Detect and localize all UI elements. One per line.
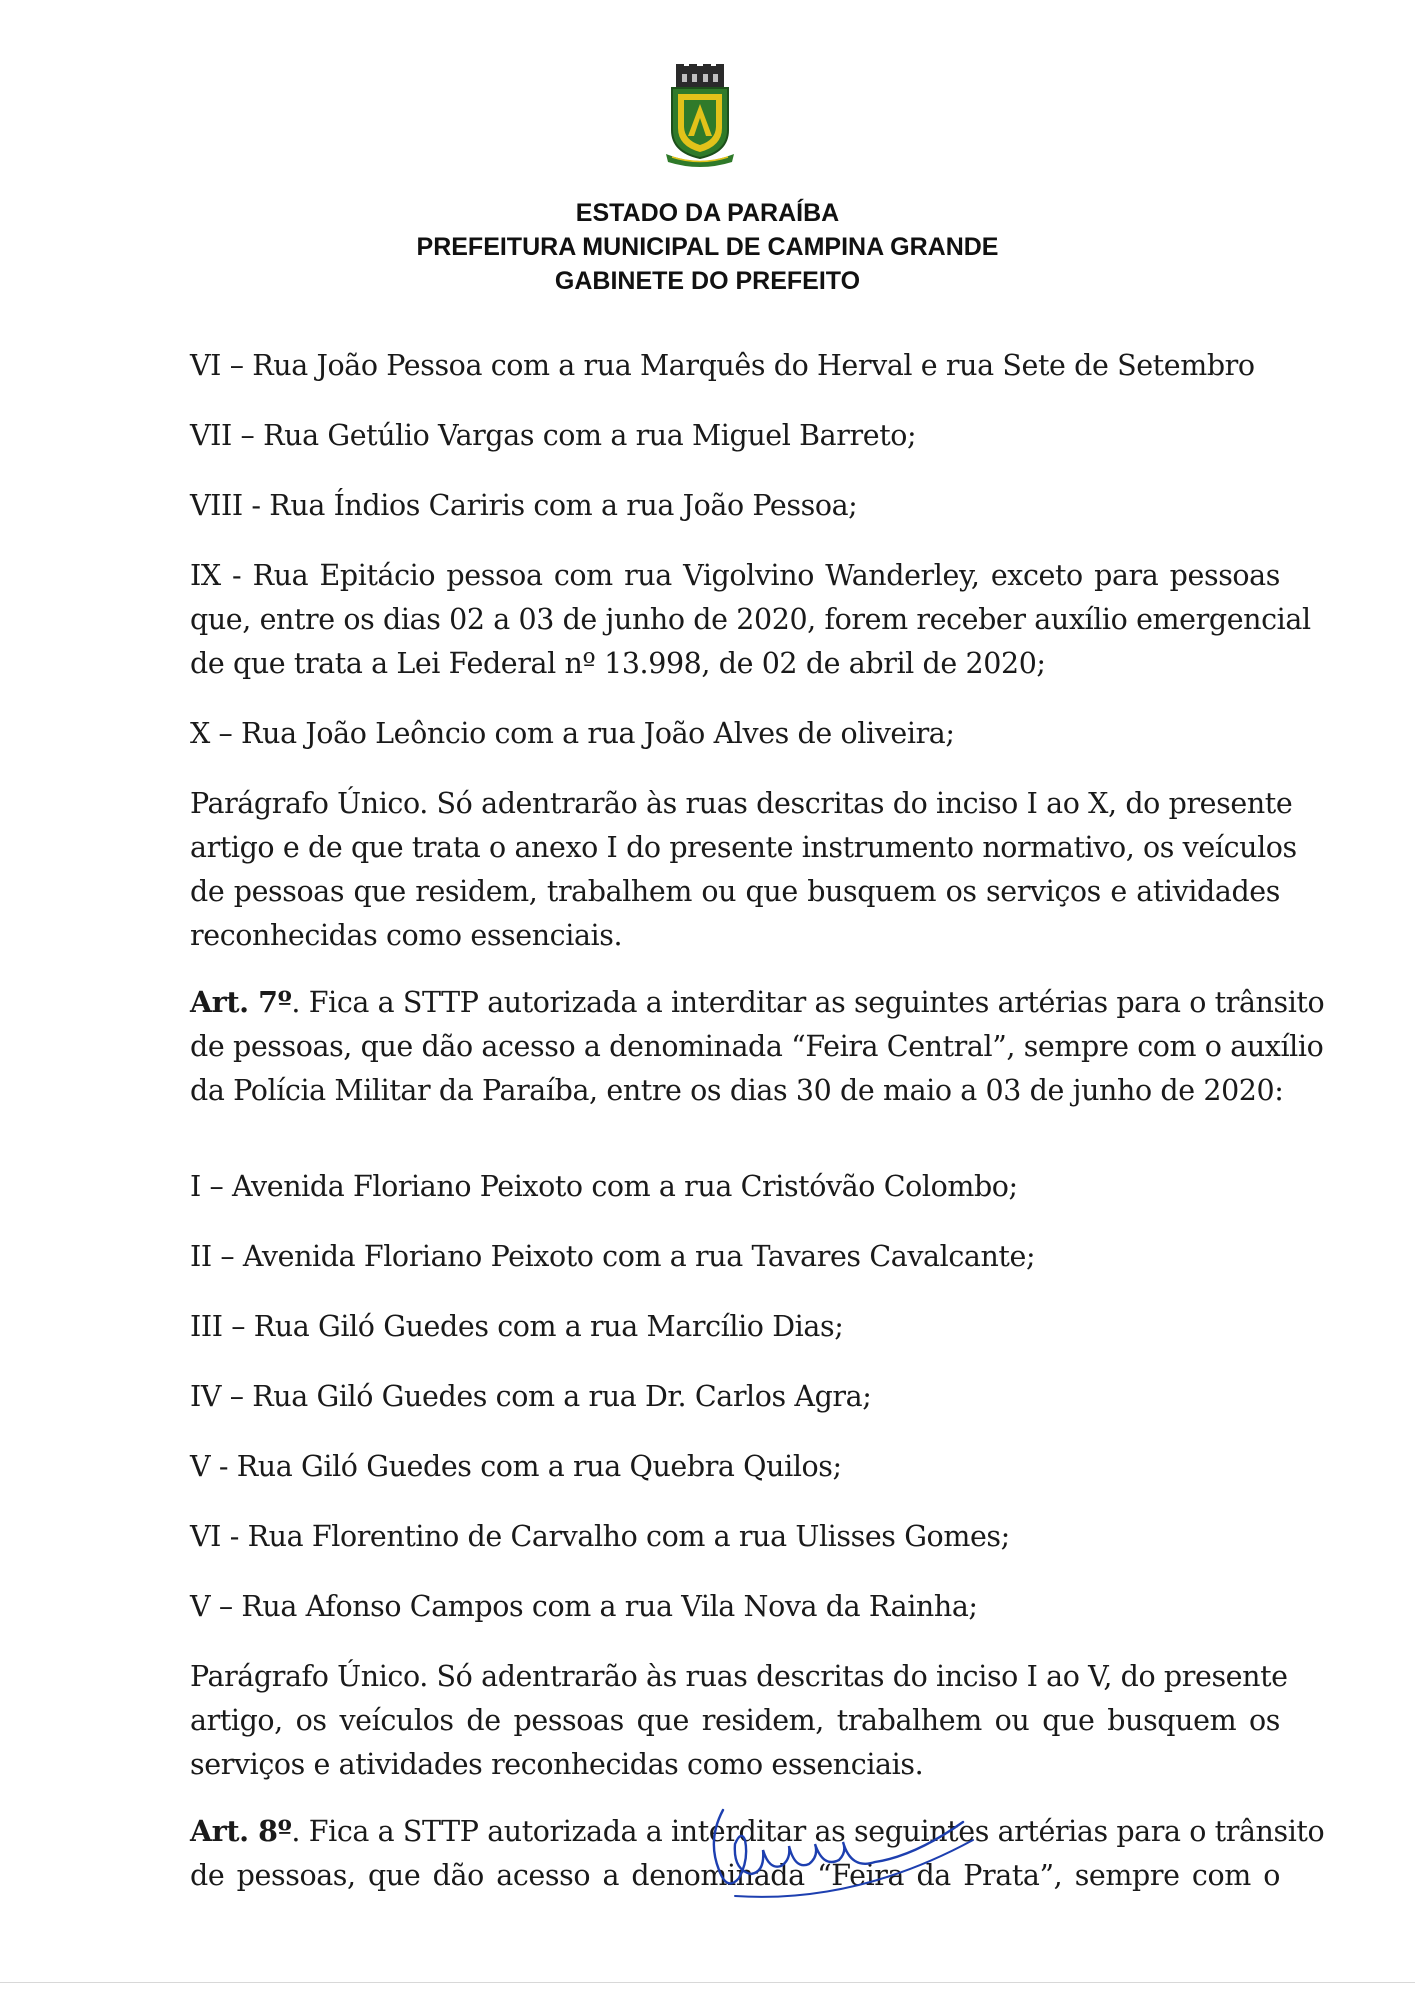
list-item: I – Avenida Floriano Peixoto com a rua Cristóvão Colombo;	[190, 1170, 1018, 1203]
list-item: V – Rua Afonso Campos com a rua Vila Nova da Rainha;	[190, 1590, 978, 1623]
list-item: X – Rua João Leôncio com a rua João Alves de oliveira;	[190, 717, 955, 750]
coat-of-arms-icon	[662, 64, 738, 168]
letterhead	[0, 196, 1415, 298]
paragraph-line: reconhecidas como essenciais.	[190, 919, 623, 952]
article-8-label: Art. 8º	[190, 1814, 292, 1848]
paragraph-line: da Polícia Militar da Paraíba, entre os dias 30 de maio a 03 de junho de 2020:	[190, 1074, 1284, 1107]
signature-icon	[705, 1800, 1005, 1910]
paragraph-line: Parágrafo Único. Só adentrarão às ruas descritas do inciso I ao X, do presente	[190, 787, 1293, 820]
article-7-label: Art. 7º	[190, 985, 292, 1019]
list-item: VI - Rua Florentino de Carvalho com a rua Ulisses Gomes;	[190, 1520, 1010, 1553]
paragraph-line: artigo e de que trata o anexo I do presente instrumento normativo, os veículos	[190, 831, 1297, 864]
article-7-text: . Fica a STTP autorizada a interditar as seguintes artérias para o trânsito	[291, 986, 1325, 1019]
article-8-text: . Fica a STTP autorizada a interditar as seguintes artérias para o trânsito	[291, 1815, 1325, 1848]
paragrafo-unico-2	[190, 1655, 1288, 1787]
paragraph-line: IX - Rua Epitácio pessoa com rua Vigolvino Wanderley, exceto para pessoas	[190, 559, 1280, 592]
list-item: VII – Rua Getúlio Vargas com a rua Miguel Barreto;	[190, 419, 917, 452]
list-item: VI – Rua João Pessoa com a rua Marquês do Herval e rua Sete de Setembro	[190, 349, 1255, 382]
list-item: V - Rua Giló Guedes com a rua Quebra Quilos;	[190, 1450, 842, 1483]
paragrafo-unico-1	[190, 782, 1297, 958]
list-item: II – Avenida Floriano Peixoto com a rua Tavares Cavalcante;	[190, 1240, 1036, 1273]
list-item: III – Rua Giló Guedes com a rua Marcílio Dias;	[190, 1310, 844, 1343]
page-edge-divider	[0, 1982, 1415, 1983]
list-item-ix	[190, 554, 1311, 686]
paragraph-line: de pessoas, que dão acesso a denominada “Feira Central”, sempre com o auxílio	[190, 1030, 1324, 1063]
header-prefecture: PREFEITURA MUNICIPAL DE CAMPINA GRANDE	[416, 233, 999, 261]
article-7	[190, 980, 1325, 1113]
paragraph-line: serviços e atividades reconhecidas como essenciais.	[190, 1748, 924, 1781]
paragraph-line	[190, 980, 1325, 1025]
list-item: VIII - Rua Índios Cariris com a rua João Pessoa;	[190, 489, 858, 522]
paragraph-line: de pessoas que residem, trabalhem ou que busquem os serviços e atividades	[190, 875, 1280, 908]
paragraph-line: artigo, os veículos de pessoas que residem, trabalhem ou que busquem os	[190, 1704, 1280, 1737]
paragraph-line: Parágrafo Único. Só adentrarão às ruas descritas do inciso I ao V, do presente	[190, 1660, 1288, 1693]
paragraph-line: de pessoas, que dão acesso a denominada “Feira da Prata”, sempre com o	[190, 1859, 1280, 1892]
list-item: IV – Rua Giló Guedes com a rua Dr. Carlos Agra;	[190, 1380, 872, 1413]
header-state: ESTADO DA PARAÍBA	[575, 199, 840, 227]
header-office: GABINETE DO PREFEITO	[554, 267, 861, 295]
document-body	[190, 344, 1325, 1898]
paragraph-line: de que trata a Lei Federal nº 13.998, de 02 de abril de 2020;	[190, 647, 1046, 680]
paragraph-line: que, entre os dias 02 a 03 de junho de 2020, forem receber auxílio emergencial	[190, 603, 1311, 636]
